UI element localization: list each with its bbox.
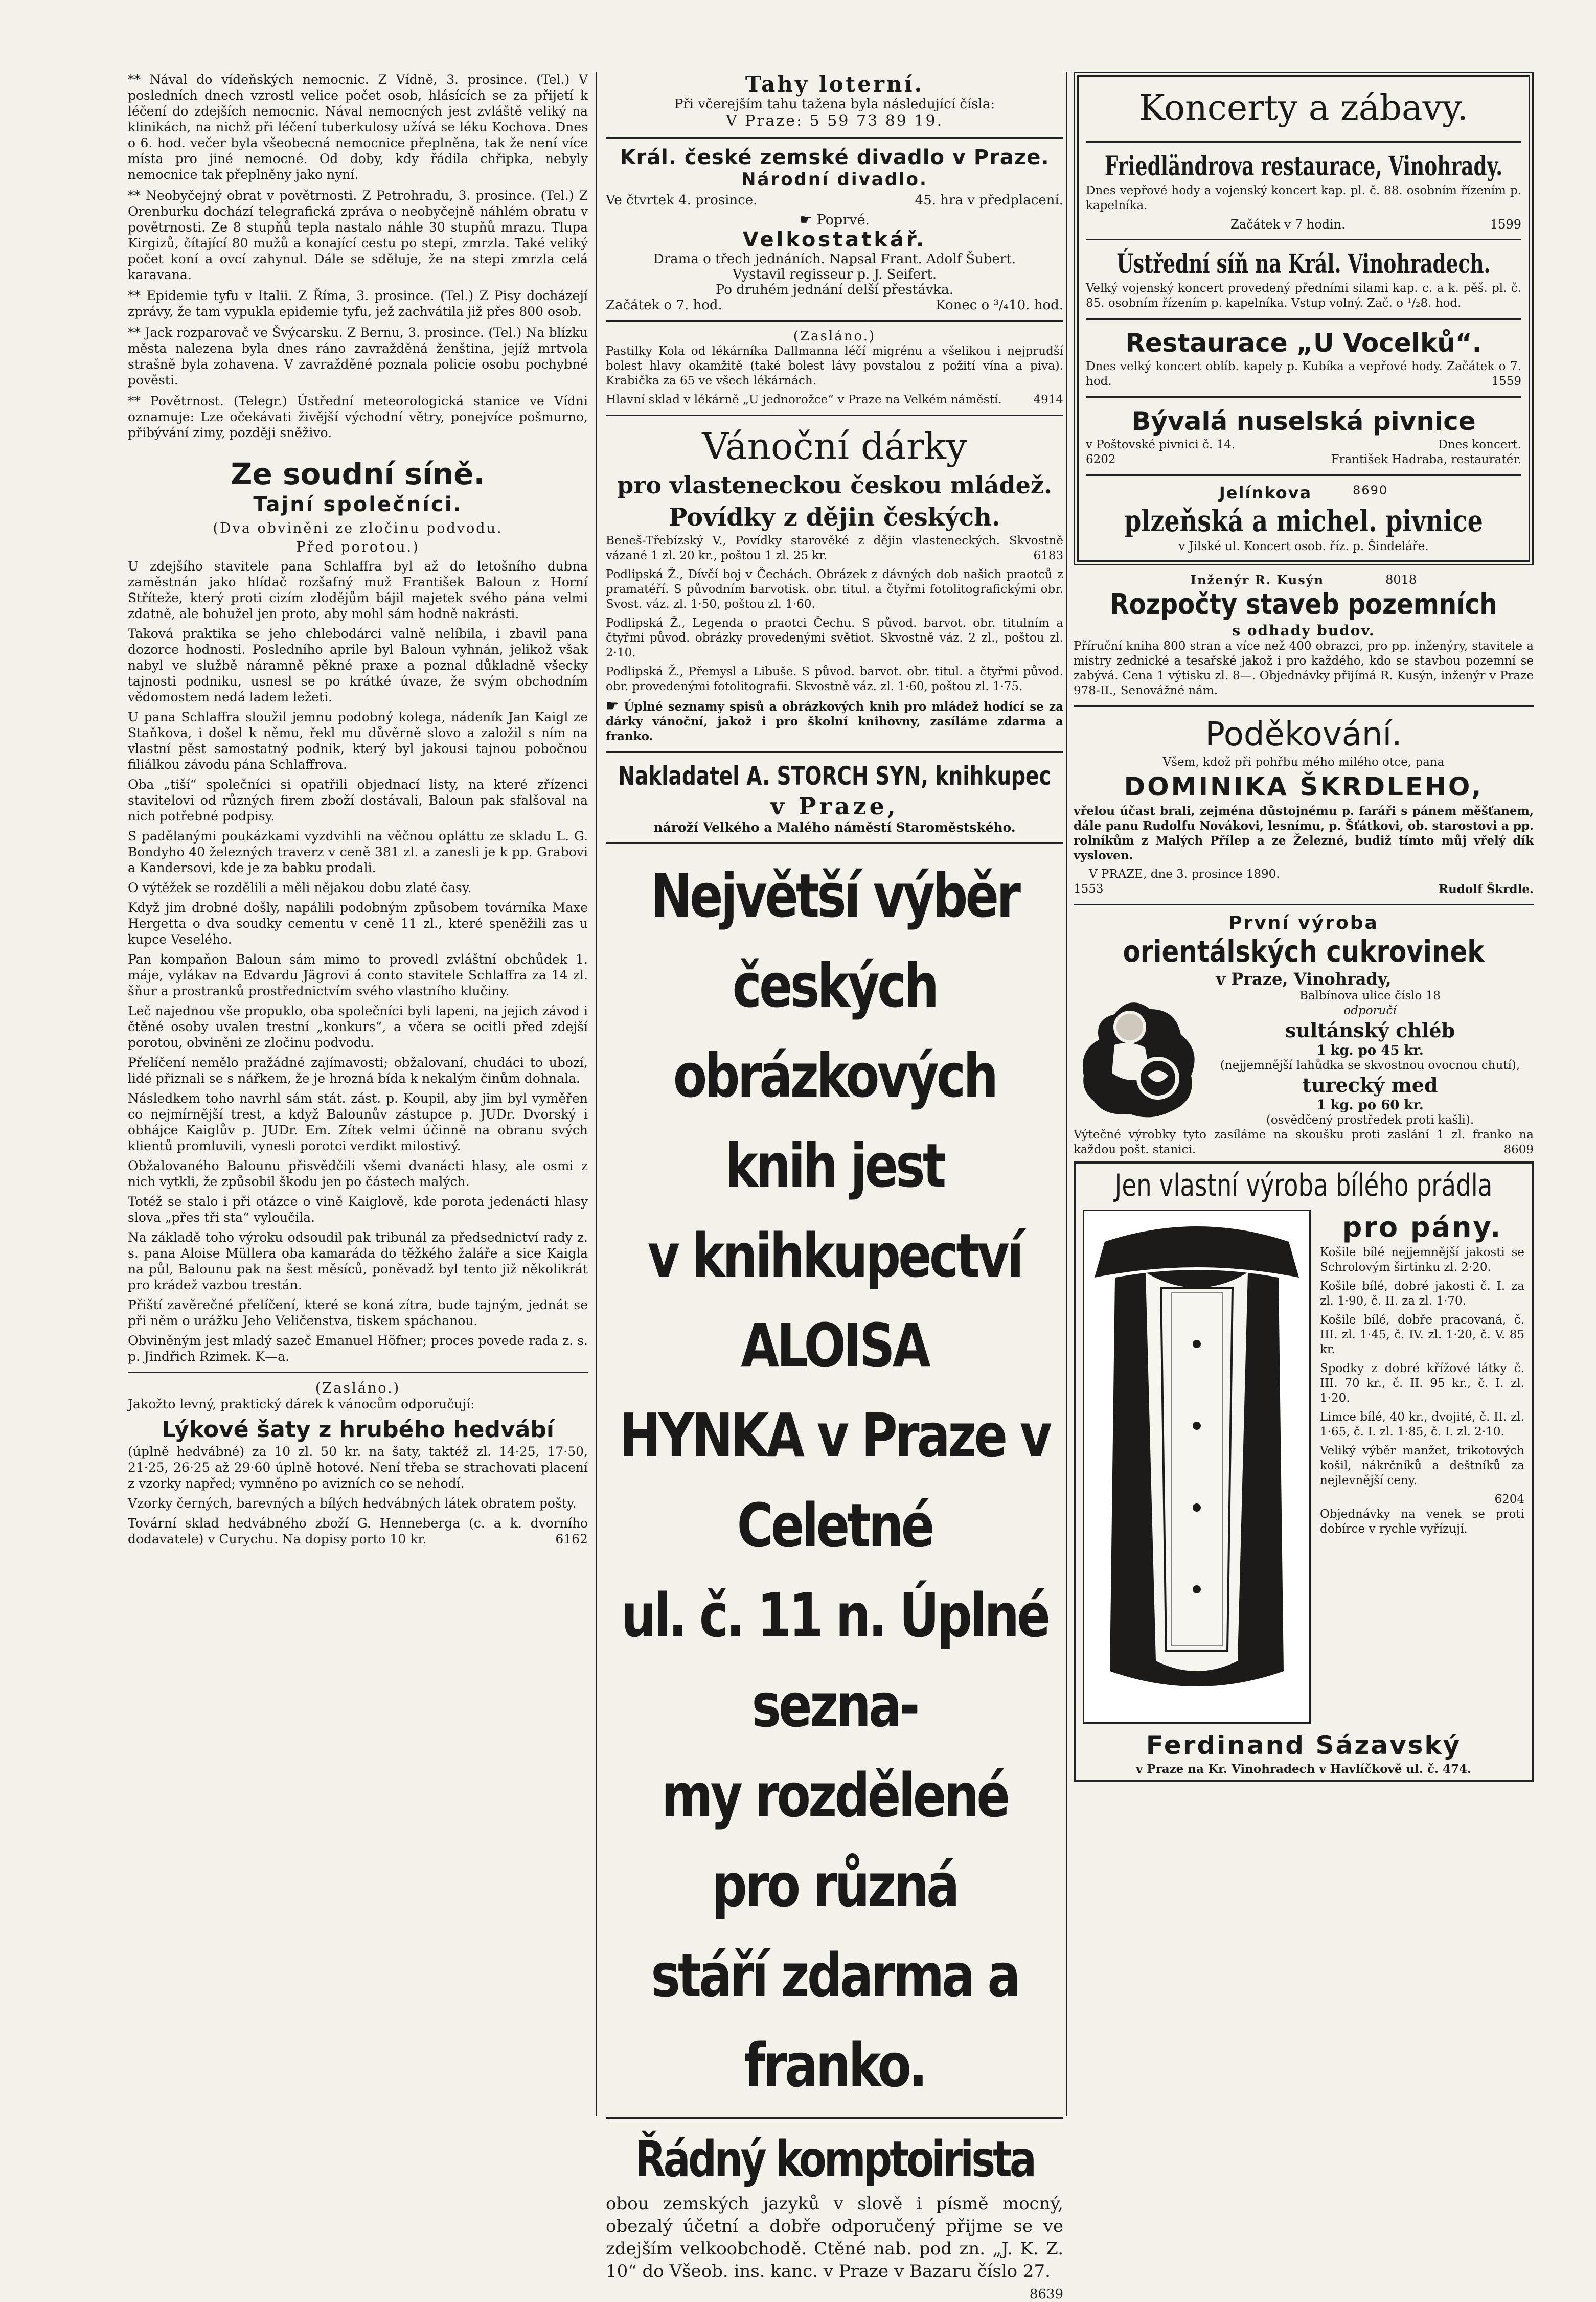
theatre-venue: Národní divadlo.	[741, 169, 928, 190]
vocelka-text-line	[1086, 359, 1521, 389]
sweets-recommend: odporučí	[1343, 1004, 1397, 1017]
linen-for: pro pány.	[1342, 1211, 1502, 1243]
thanks-signature-line	[1074, 882, 1534, 897]
news-item: ** Neobyčejný obrat v povětrnosti. Z Petrohradu, 3. prosince. (Tel.) Z Orenburku dochází telegrafická zpráva o neobyčejně náhlém obratu v povětrnosti. Ze 8 stupňů tepla nastalo náhle 30 stupňů mrazu. Tlupa Kirgizů, čítající 80 mužů a konající cestu po stepi, zmrzla. Také veliký počet koní a ovcí zahynul. Dále se sděluje, že na stepi zmrzla celá karavana.	[128, 188, 588, 282]
nuselska-text: v Poštovské pivnici č. 14.	[1086, 438, 1236, 451]
rozpocty-author: Inženýr R. Kusýn	[1190, 573, 1325, 587]
linen-orders: Objednávky na venek se proti dobírce v rychle vyřízují.	[1320, 1508, 1524, 1536]
theatre-date-line	[606, 193, 1063, 208]
court-paragraph: U pana Schlaffra sloužil jemnu podobný kolega, nádeník Jan Kaigl ze Staňkova, i došel k němu, řekl mu důvěrně slovo a založil s ním na vlastní pěst samostatný podnik, který byl jakousi tajnou pobočnou filiálkou závodu pána Schlaffrova.	[128, 710, 588, 772]
thanks-place: V PRAZE, dne 3. prosince 1890.	[1089, 868, 1280, 881]
big-ad-line: ul. č. 11 n. Úplné sezna-	[621, 1580, 1048, 1741]
play-start: Začátek o 7. hod.	[606, 298, 722, 313]
court-paragraph: Přiští zavěrečné přelíčení, které se koná zítra, bude tajným, jednát se při něm o urážku Jeho Veličenstva, tiskem spáchanou.	[128, 1297, 588, 1328]
divider	[606, 751, 1063, 753]
big-ad-line: stáří zdarma a franko.	[651, 1940, 1018, 2101]
nuselska-title: Bývalá nuselská pivnice	[1131, 406, 1476, 436]
rozpocty-author-line	[1074, 573, 1534, 587]
news-item: ** Nával do vídeňských nemocnic. Z Vídně, 3. prosince. (Tel.) V posledních dnech vzrostl velice počet osob, hlásících se za přijetí k léčení do zdejších nemocnic. Nával nemocných jest zvláště veliký na klinikách, na nichž při léčení tuberkulosy užívá se léku Kochova. Dnes o 6. hod. večer byla všeobecná nemocnice přeplněna, tak že není více místa pro jiné nemocné. Od doby, kdy řádila chřipka, nebyly nemocnice tak přeplněny jako nyní.	[128, 72, 588, 182]
court-paragraph: Taková praktika se jeho chlebodárci valně nelíbila, i zbavil pana dozorce hodnosti. Posledního aprile byl Baloun vyhnán, jelikož však nabyl ve službě náramně pěkné praxe a poznal důkladně všecky tajnosti podniku, usnesl se po krátké úvaze, že svým obchodním vědomostem nedá ladem ležeti.	[128, 626, 588, 704]
rozpocty-text: Příruční kniha 800 stran a více než 400 obrazci, pro pp. inženýry, stavitele a mistry zednické a tesařské jakož i pro každého, kdo se stavbou pozemní se zabývá. Cena 1 výtisku zl. 8—. Objednávky přijímá R. Kusýn, inženýr v Praze 978-II., Senovážné nám.	[1074, 640, 1534, 697]
ad-number: 8690	[1353, 483, 1388, 497]
news-item: ** Povětrnost. (Telegr.) Ústřední meteorologická stanice ve Vídni oznamuje: Lze očekávati živější východní větry, ponejvíce pošmurno, přibývání zimy, později sněživo.	[128, 394, 588, 440]
shirt-illustration	[1083, 1210, 1311, 1724]
sweets-text: Výtečné výrobky tyto zasíláme na skoušku proti zaslání 1 zl. franko na každou pošt. stanici.	[1074, 1128, 1534, 1156]
divider	[1086, 396, 1521, 398]
pointing-hand-icon: ☛	[606, 697, 619, 714]
zaslano-label: (Zasláno.)	[315, 1380, 401, 1396]
lottery-place: V Praze:	[725, 112, 804, 130]
column-rule-1	[596, 72, 597, 2116]
lottery-numbers: 5 59 73 89 19.	[809, 112, 944, 130]
court-subheading: Tajní společníci.	[253, 493, 463, 516]
rozpocty-subtitle: s odhady budov.	[1232, 622, 1375, 639]
ustredni-text: Velký vojenský koncert provedený předními silami kap. c. a k. pěš. pl. č. 85. osobním řízením p. kapelníka. Vstup volný. Zač. o ¹/₂8. hod.	[1086, 282, 1521, 310]
linen-merchant: Ferdinand Sázavský	[1146, 1730, 1462, 1760]
court-paragraph: S padělanými poukázkami vyzdvihli na věčnou opláttu ze skladu L. G. Bondyho 40 železných traverz v ceně 381 zl. a zanesli je k pp. Grabovi a Kandersovi, kde je za babku prodali.	[128, 829, 588, 875]
nuselska-text2: Dnes koncert.	[1438, 438, 1521, 451]
news-item: ** Jack rozparovač ve Švýcarsku. Z Bernu, 3. prosince. (Tel.) Na blízku města nalezena byla dnes ráno zavražděná ženština, jejíž mrtvola strašně byla zohavena. V zavražděné poznala policie osobu pochybné pověsti.	[128, 325, 588, 388]
lottery-heading: Tahy loterní.	[745, 72, 924, 97]
pastilles-text: Pastilky Kola od lékárníka Dallmanna léčí migrénu a všelikou i nejprudší bolest hlavy okamžitě (také bolest lávy povstalou z požití vína a piva). Krabička za 65 ve všech lékárnách.	[606, 345, 1063, 388]
sweets-body	[1074, 989, 1534, 1128]
concerts-heading: Koncerty a zábavy.	[1139, 88, 1468, 128]
thanks-text: vřelou účast brali, zejména důstojnému p. faráři s pánem měšťanem, dále panu Rudolfu Novákovi, lesnímu, p. Šťátkovi, ob. starostovi a pp. rolníkům z Malých Přílep a ze Železné, budiž tímto můj vřelý dík vysloven.	[1074, 804, 1534, 862]
comptoir-title: Řádný komptoirista	[634, 2131, 1035, 2188]
play-description: Drama o třech jednáních. Napsal Frant. Adolf Šubert.	[653, 252, 1016, 267]
vocelka-title: Restaurace „U Vocelků“.	[1125, 328, 1482, 358]
silk-dress-title: Lýkové šaty z hrubého hedvábí	[162, 1417, 554, 1443]
book-item	[606, 534, 1063, 563]
sweets-text-line	[1074, 1128, 1534, 1157]
shirt-icon	[1084, 1211, 1309, 1722]
pastilles-store-line	[606, 393, 1063, 407]
sweets-product: sultánský chléb	[1285, 1019, 1455, 1042]
thanks-title: Poděkování.	[1205, 716, 1402, 754]
divider	[1086, 141, 1521, 143]
thanks-name: DOMINIKA ŠKRDLEHO,	[1124, 772, 1484, 802]
sweets-address: Balbínova ulice číslo 18	[1299, 989, 1441, 1002]
court-paragraph: Obviněným jest mladý sazeč Emanuel Höfner; proces povede rada z. s. p. Jindřich Rzimek. K—a.	[128, 1333, 588, 1364]
court-sub-line: Před porotou.)	[296, 539, 420, 555]
court-paragraph: Na základě toho výroku odsoudil pak tribunál za předsednictví rady z. s. pana Aloise Müllera oba kamaráda do těžkého žaláře a sice Kaigla na půl, Balounu pak na šest měsíců, poněvadž byl tento již několikrát pro krádež vazbou trestán.	[128, 1230, 588, 1292]
publisher-city: v Praze,	[770, 792, 899, 820]
big-ad-line: Největší výběr českých	[650, 860, 1019, 1021]
court-sub-line: (Dva obviněni ze zločinu podvodu.	[213, 520, 503, 536]
rozpocty-title: Rozpočty staveb pozemních	[1110, 588, 1497, 621]
court-paragraph: O výtěžek se rozdělili a měli nějakou dobu zlaté časy.	[128, 880, 472, 895]
lottery-numbers-line	[606, 112, 1063, 130]
pointing-hand-icon: ☛	[799, 211, 813, 228]
ad-text: (úplně hedvábné) za 10 zl. 50 kr. na šaty, taktéž zl. 14·25, 17·50, 21·25, 26·25 až 29·60 úplně hotové. Není třeba se strachovati placení z vzorky napřed; vymněno po avizních co se nehodí.	[128, 1444, 588, 1491]
christmas-gifts-title: Vánoční dárky	[702, 425, 967, 468]
vocelka-text: Dnes velký koncert oblíb. kapely p. Kubíka a vepřové hody. Začátek o 7. hod.	[1086, 360, 1521, 388]
theatre-first: Poprvé.	[816, 212, 870, 228]
ad-number: 8639	[1029, 2287, 1063, 2302]
sweets-price: 1 kg. po 45 kr.	[1316, 1043, 1424, 1058]
court-paragraph: Obžalovaného Balounu přisvědčili všemi dvanácti hlasy, ale osmi z nich vytkli, že způsobil škodu jen po částech malých.	[128, 1158, 588, 1189]
linen-title: Jen vlastní výroba bílého prádla	[1114, 1168, 1493, 1203]
ad-text: Vzorky černých, barevných a bílých hedvábných látek obratem pošty.	[128, 1496, 577, 1511]
friedlander-start-line	[1086, 217, 1521, 232]
divider	[1074, 904, 1534, 905]
big-ad-line: obrázkových knih jest	[673, 1040, 996, 1201]
jelinkova-line	[1086, 483, 1521, 503]
big-book-ad	[606, 851, 1063, 2110]
ad-number: 4914	[1033, 393, 1063, 406]
book-item-text: Beneš-Třebízský V., Povídky starověké z dějin vlasteneckých. Skvostně vázané 1 zl. 20 kr., poštou 1 zl. 25 kr.	[606, 534, 1063, 562]
news-item: ** Epidemie tyfu v Italii. Z Říma, 3. prosince. (Tel.) Z Pisy docházejí zprávy, že tam vypukla epidemie tyfu, jež zachvátila již přes 800 osob.	[128, 288, 588, 319]
christmas-gifts-subtitle: pro vlasteneckou českou mládež.	[617, 471, 1052, 499]
big-ad-line: HYNKA v Praze v Celetné	[619, 1400, 1050, 1561]
nuselska-owner-line	[1086, 452, 1521, 467]
lottery-line: Při včerejším tahu tažena byla následující čísla:	[674, 97, 995, 112]
thanks-line: Všem, kdož při pohřbu mého milého otce, pana	[1162, 756, 1445, 769]
divider	[1086, 474, 1521, 476]
linen-item: Limce bílé, 40 kr., dvojité, č. II. zl. 1·65, č. I. zl. 1·85, č. I. zl. 2·10.	[1320, 1410, 1524, 1439]
sweets-price: 1 kg. po 60 kr.	[1316, 1098, 1424, 1113]
divider	[1086, 239, 1521, 240]
ad-intro: Jakožto levný, praktický dárek k vánocům odporučují:	[128, 1397, 475, 1411]
ad-number: 1553	[1074, 882, 1104, 896]
nuselska-line	[1086, 438, 1521, 452]
column-middle	[606, 72, 1063, 2302]
cherub-illustration	[1074, 989, 1201, 1122]
divider	[606, 2117, 1063, 2119]
divider	[606, 320, 1063, 322]
friedlander-start: Začátek v 7 hodin.	[1230, 217, 1346, 232]
sweets-desc: (osvědčený prostředek proti kašli).	[1266, 1113, 1474, 1127]
theatre-performance: 45. hra v předplacení.	[915, 193, 1063, 208]
divider	[606, 137, 1063, 139]
zaslano-label: (Zasláno.)	[793, 329, 876, 344]
big-ad-line: my rozdělené pro různá	[661, 1760, 1008, 1921]
divider	[606, 415, 1063, 416]
column-rule-2	[1066, 72, 1067, 2116]
linen-ad	[1074, 1161, 1534, 1782]
ad-number: 1599	[1490, 217, 1521, 232]
divider	[128, 1372, 588, 1373]
linen-item: Košile bílé, dobré jakosti č. I. za zl. 1·90, č. II. za zl. 1·70.	[1320, 1280, 1524, 1308]
ad-number: 8609	[1503, 1143, 1534, 1156]
big-ad-line: v knihkupectví ALOISA	[647, 1220, 1022, 1381]
publisher-name: Nakladatel A. STORCH SYN, knihkupec	[618, 761, 1051, 791]
theatre-first-line	[606, 211, 1063, 228]
friedlander-title: Friedländrova restaurace, Vinohrady.	[1104, 151, 1503, 182]
ad-number: 6162	[555, 1532, 588, 1546]
court-heading: Ze soudní síně.	[231, 457, 485, 491]
play-director: Vystavil regisseur p. J. Seifert.	[732, 267, 937, 282]
friedlander-text: Dnes vepřové hody a vojenský koncert kap. pl. č. 88. osobním řízením p. kapelníka.	[1086, 184, 1521, 212]
book-item: Podlipská Ž., Přemysl a Libuše. S původ. barvot. obr. titul. a čtyřmi původ. obr. provedenými fotolitografii. Skvostně váz. zl. 1·60, poštou zl. 1·75.	[606, 665, 1063, 693]
book-item: Podlipská Ž., Dívčí boj v Čechách. Obrázek z dávných dob našich praotců z pramatéří. S původním barvotisk. obr. titul. a čtyřmi fotolitografickými obr. Svost. váz. zl. 1·50, poštou zl. 1·60.	[606, 568, 1063, 611]
ad-number: 6183	[1033, 549, 1063, 562]
linen-item: Košile bílé nejjemnější jakosti se Schrolovým širtinku zl. 2·20.	[1320, 1246, 1524, 1274]
court-paragraph: U zdejšího stavitele pana Schlaffra byl až do letošního dubna zaměstnán jako hlídač rozšafný muž František Baloun z Horní Stříteže, který proti cizím zlodějům bájil majetek svého pána velmi zdatně, ale bohužel jen proto, aby mohl sám hodně nakrásti.	[128, 559, 588, 621]
publisher-address: nároží Velkého a Malého náměstí Staroměstského.	[653, 820, 1016, 835]
concerts-frame	[1074, 72, 1534, 565]
ad-number: 6202	[1086, 453, 1116, 466]
ad-number: 6204	[1494, 1493, 1524, 1506]
column-right	[1074, 72, 1534, 1786]
court-paragraph: Následkem toho navrhl sám stát. zást. p. Koupil, aby jim byl vyměřen co nejmírnější trest, a když Balounův zástupce p. JUDr. Dvorský i obhájce Kaiglův p. JUDr. Em. Zítek velmi účinně na obranu svých klientů promluvili, vynesli porotci verdikt milostivý.	[128, 1091, 588, 1153]
jelinkova-text: v Jilské ul. Koncert osob. říz. p. Šindeláře.	[1178, 540, 1429, 553]
book-note-line	[606, 698, 1063, 744]
sweets-first: První výroba	[1228, 913, 1379, 933]
comptoir-text: obou zemských jazyků v slově i písmě mocný, obezalý účetní a dobře odporučený přijme se ve zdejším velkoobchodě. Ctěné nab. pod zn. „J. K. Z. 10“ do Všeob. ins. kanc. v Praze v Bazaru číslo 27.	[606, 2194, 1063, 2282]
play-title: Velkostatkář.	[742, 228, 927, 252]
linen-item: Spodky z dobré křížové látky č. III. 70 kr., č. II. 95 kr., č. I. zl. 1·20.	[1320, 1362, 1524, 1405]
ad-text-body: Tovární sklad hedvábného zboží G. Henneberga (c. a k. dvorního dodavatele) v Curychu. Na dopisy porto 10 kr.	[128, 1516, 588, 1546]
court-paragraph: Pan kompaňon Baloun sám mimo to provedl zvláštní obchůdek 1. máje, vylákav na Edvardu Jägrovi á conto stavitele Schlaffra za 14 zl. šňur a prostranků prostřednictvím svého vlastního klučiny.	[128, 952, 588, 998]
sweets-title: orientálských cukrovinek	[1123, 934, 1485, 969]
play-pause: Po druhém jednání delší přestávka.	[715, 282, 954, 298]
linen-body	[1076, 1204, 1532, 1729]
play-times	[606, 298, 1063, 313]
column-left	[128, 72, 588, 1551]
sweets-desc: (nejjemnější lahůdka se skvostnou ovocnou chutí),	[1220, 1059, 1520, 1072]
court-paragraph: Totéž se stalo i při otázce o vině Kaiglově, kde porota jedenácti hlasy slova „přes tři sta“ vyloučila.	[128, 1194, 588, 1225]
book-note: Úplné seznamy spisů a obrázkových knih pro mládež hodící se za dárky vánoční, jakož i pro školní knihovny, zasíláme zdarma a franko.	[606, 700, 1063, 743]
jelinkova-name: Jelínkova	[1219, 483, 1312, 503]
play-end: Konec o ³/₄10. hod.	[936, 298, 1063, 313]
court-paragraph: Přelíčení nemělo pražádné zajímavosti; obžalovaní, chudáci to ubozí, lidé přiznali se s nářkem, že je hrozná bída k nekalým činům dohnala.	[128, 1055, 588, 1086]
pastilles-store: Hlavní sklad v lékárně „U jednorožce“ v Praze na Velkém náměstí.	[606, 393, 1002, 406]
divider	[1086, 318, 1521, 320]
ustredni-title: Ústřední síň na Král. Vinohradech.	[1116, 248, 1491, 280]
divider	[1074, 705, 1534, 707]
thanks-signature: Rudolf Škrdle.	[1438, 882, 1534, 896]
book-item: Podlipská Ž., Legenda o praotci Čechu. S původ. barvot. obr. titulním a čtyřmi původ. obrázky provedenými světiot. Skvostně váz. 2 zl., poštou zl. 2·10.	[606, 617, 1063, 659]
cherub-icon	[1074, 989, 1201, 1122]
nuselska-owner: František Hadraba, restauratér.	[1331, 453, 1521, 466]
sweets-place: v Praze, Vinohrady,	[1216, 969, 1392, 989]
court-paragraph: Leč najednou vše propuklo, oba společníci byli lapeni, na jejich závod i čtěné osoby uvalen trestní „konkurs“, a včera se ocitli před zdejší porotou, obviněni ze zločinu podvodu.	[128, 1004, 588, 1050]
stories-title: Povídky z dějin českých.	[669, 503, 1000, 532]
court-paragraph: Když jim drobné došly, napálili podobným způsobem továrníka Maxe Hergetta o dva soudky cementu v ceně 11 zl., které speněžili zas u kupce Veselého.	[128, 900, 588, 947]
jelinkova-title: plzeňská a michel. pivnice	[1124, 504, 1483, 538]
court-paragraph: Oba „tiší“ společníci si opatřili objednací listy, na které zřízenci stavitelovi od různých firem zboží dostávali, Baloun pak sfalšoval na nich potřebné podpisy.	[128, 777, 588, 824]
ad-number: 8018	[1385, 573, 1417, 587]
linen-address: v Praze na Kr. Vinohradech v Havlíčkově ul. č. 474.	[1135, 1762, 1472, 1776]
theatre-heading: Král. české zemské divadlo v Praze.	[620, 146, 1050, 169]
theatre-day: Ve čtvrtek 4. prosince.	[606, 193, 758, 208]
sweets-product: turecký med	[1302, 1074, 1438, 1097]
ad-text	[128, 1515, 588, 1547]
linen-text: Veliký výběr manžet, trikotových košil, nákrčníků a deštníků za nejlevnější ceny.	[1320, 1444, 1524, 1487]
divider	[606, 842, 1063, 844]
linen-item: Košile bílé, dobře pracovaná, č. III. zl. 1·45, č. IV. zl. 1·20, č. V. 85 kr.	[1320, 1313, 1524, 1356]
ad-number: 1559	[1491, 375, 1521, 388]
